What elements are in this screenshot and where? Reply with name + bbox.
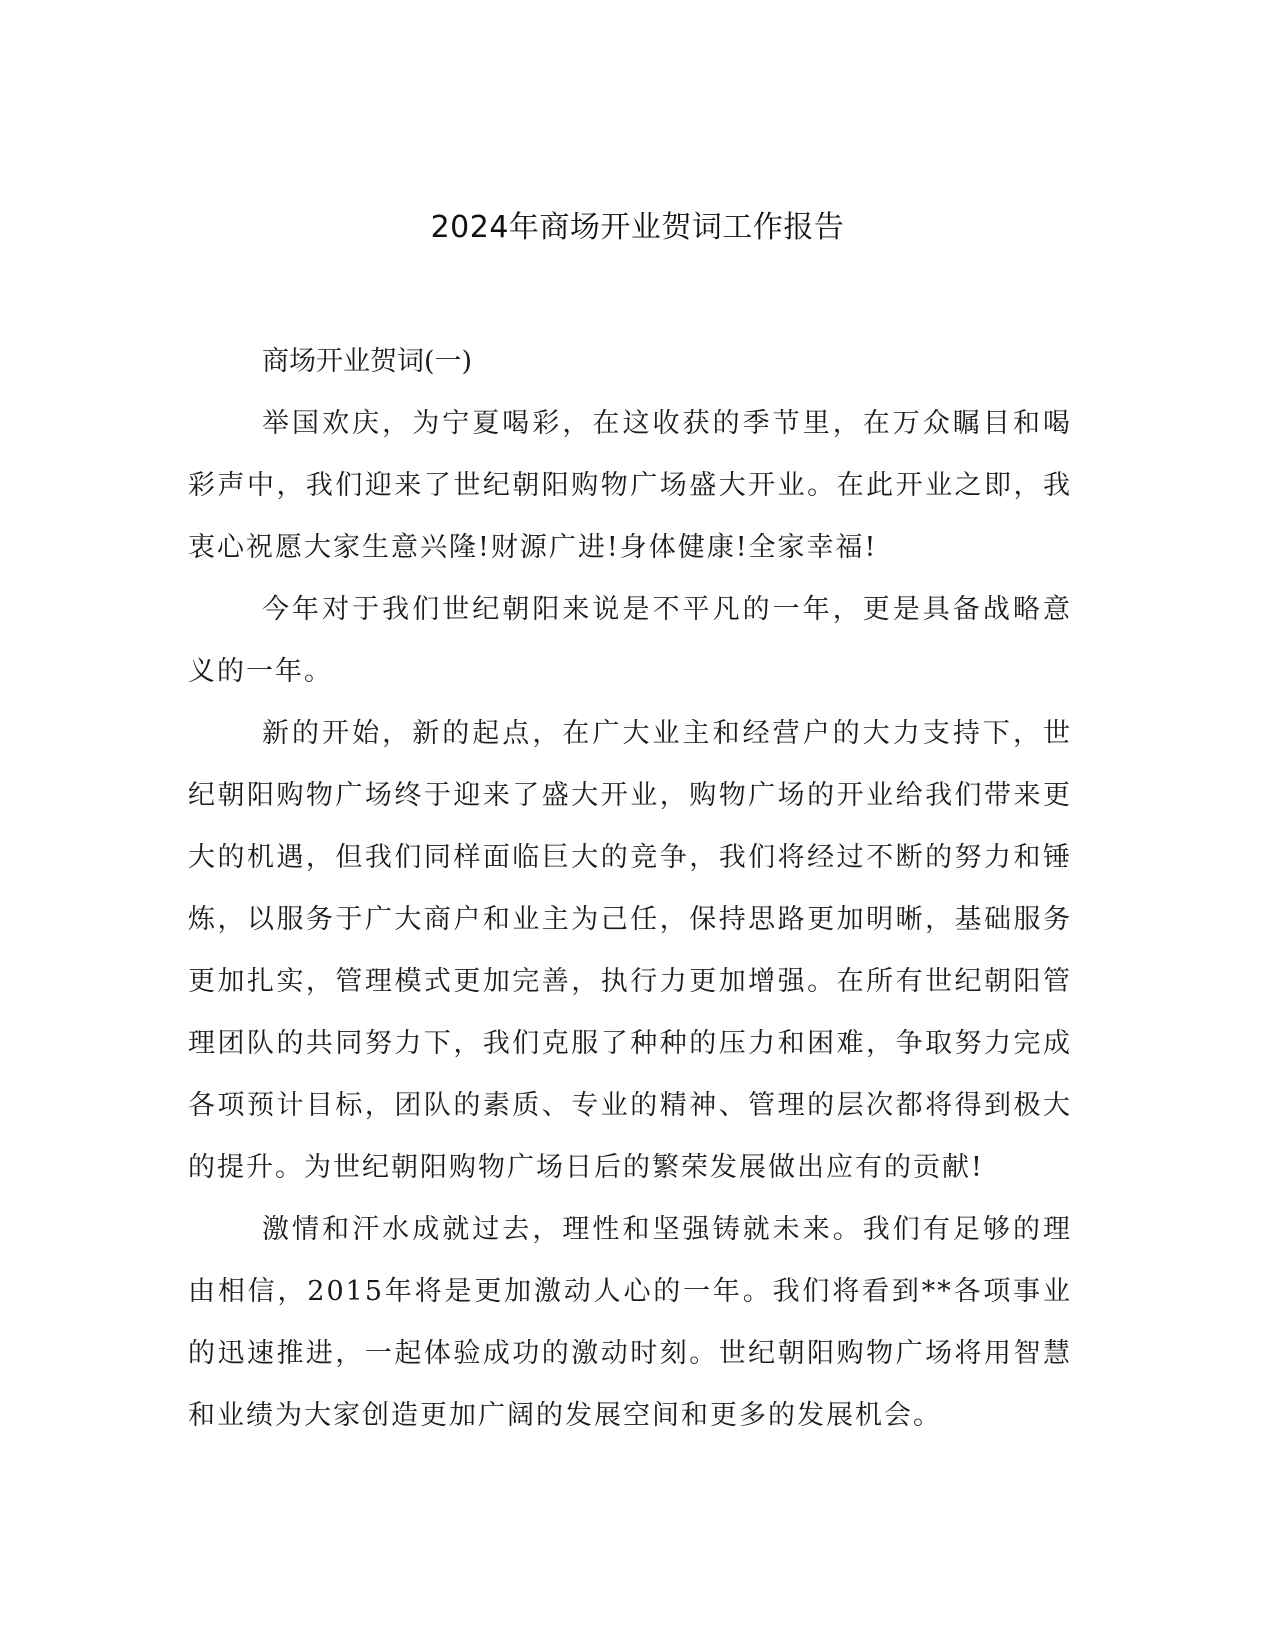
- paragraph-3: 新的开始，新的起点，在广大业主和经营户的大力支持下，世纪朝阳购物广场终于迎来了盛大开业，购物广场的开业给我们带来更大的机遇，但我们同样面临巨大的竞争，我们将经过不断的努力和锤炼，以服务于广大商户和业主为己任，保持思路更加明晰，基础服务更加扎实，管理模式更加完善，执行力更加增强。在所有世纪朝阳管理团队的共同努力下，我们克服了种种的压力和困难，争取努力完成各项预计目标，团队的素质、专业的精神、管理的层次都将得到极大的提升。为世纪朝阳购物广场日后的繁荣发展做出应有的贡献!: [188, 718, 1072, 1183]
- document-body: [188, 331, 1072, 1447]
- paragraph-1: 举国欢庆，为宁夏喝彩，在这收获的季节里，在万众瞩目和喝彩声中，我们迎来了世纪朝阳购物广场盛大开业。在此开业之即，我衷心祝愿大家生意兴隆!财源广进!身体健康!全家幸福!: [188, 408, 1072, 563]
- section-heading: 商场开业贺词(一): [262, 346, 473, 377]
- paragraph-2: 今年对于我们世纪朝阳来说是不平凡的一年，更是具备战略意义的一年。: [188, 594, 1072, 687]
- document-title: 2024年商场开业贺词工作报告: [430, 210, 845, 245]
- paragraph-4: 激情和汗水成就过去，理性和坚强铸就未来。我们有足够的理由相信，2015年将是更加激动人心的一年。我们将看到**各项事业的迅速推进，一起体验成功的激动时刻。世纪朝阳购物广场将用智慧和业绩为大家创造更加广阔的发展空间和更多的发展机会。: [188, 1214, 1072, 1431]
